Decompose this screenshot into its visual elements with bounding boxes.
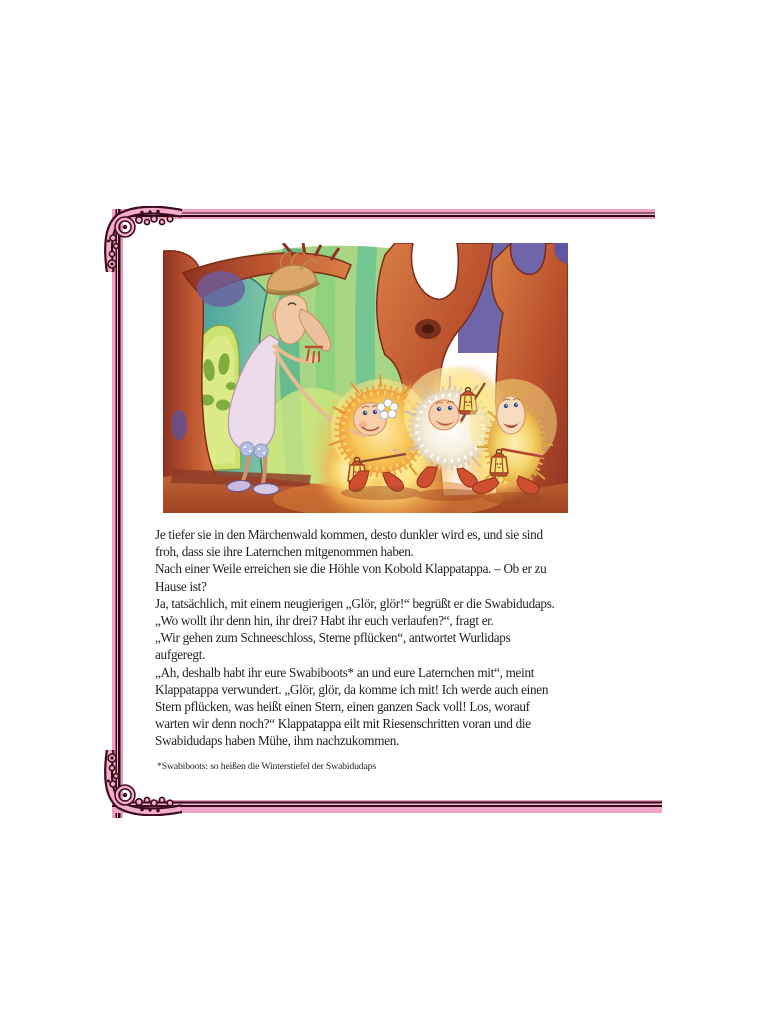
story-line: Nach einer Weile erreichen sie die Höhle von Kobold Klappatappa. – Ob er zu [155,561,547,577]
story-line: Stern pflücken, was heißt einen Stern, einen ganzen Sack voll! Los, worauf [155,699,530,715]
story-illustration [163,243,568,513]
story-line: „Wo wollt ihr denn hin, ihr drei? Habt ihr euch verlaufen?“, fragt er. [155,613,494,629]
frame-border-top [112,209,655,219]
story-line: „Ah, deshalb habt ihr eure Swabiboots* an und eure Laternchen mit“, meint [155,664,535,680]
footnote: *Swabiboots: so heißen die Winterstiefel der Swabidudaps [157,761,376,772]
story-line: Je tiefer sie in den Märchenwald kommen, desto dunkler wird es, und sie sind [155,527,543,542]
story-line: aufgeregt. [155,647,206,663]
story-line: Ja, tatsächlich, mit einem neugierigen „Glör, glör!“ begrüßt er die Swabidudaps. [155,595,555,611]
story-line: froh, dass sie ihre Laternchen mitgenommen haben. [155,544,414,560]
story-line: Swabidudaps haben Mühe, ihm nachzukommen. [155,733,400,749]
story-line: Hause ist? [155,578,207,594]
frame-border-bottom [112,800,662,813]
story-text [155,526,655,750]
story-line: warten wir denn noch?“ Klappatappa eilt mit Riesenschritten voran und die [155,716,531,732]
story-line: „Wir gehen zum Schneeschloss, Sterne pflücken“, antwortet Wurlidaps [155,630,511,646]
frame-corner-ornament-bottom-left [104,750,182,816]
story-line: Klappatappa verwundert. „Glör, glör, da komme ich mit! Ich werde auch einen [155,681,549,697]
frame-border-left [112,209,123,818]
